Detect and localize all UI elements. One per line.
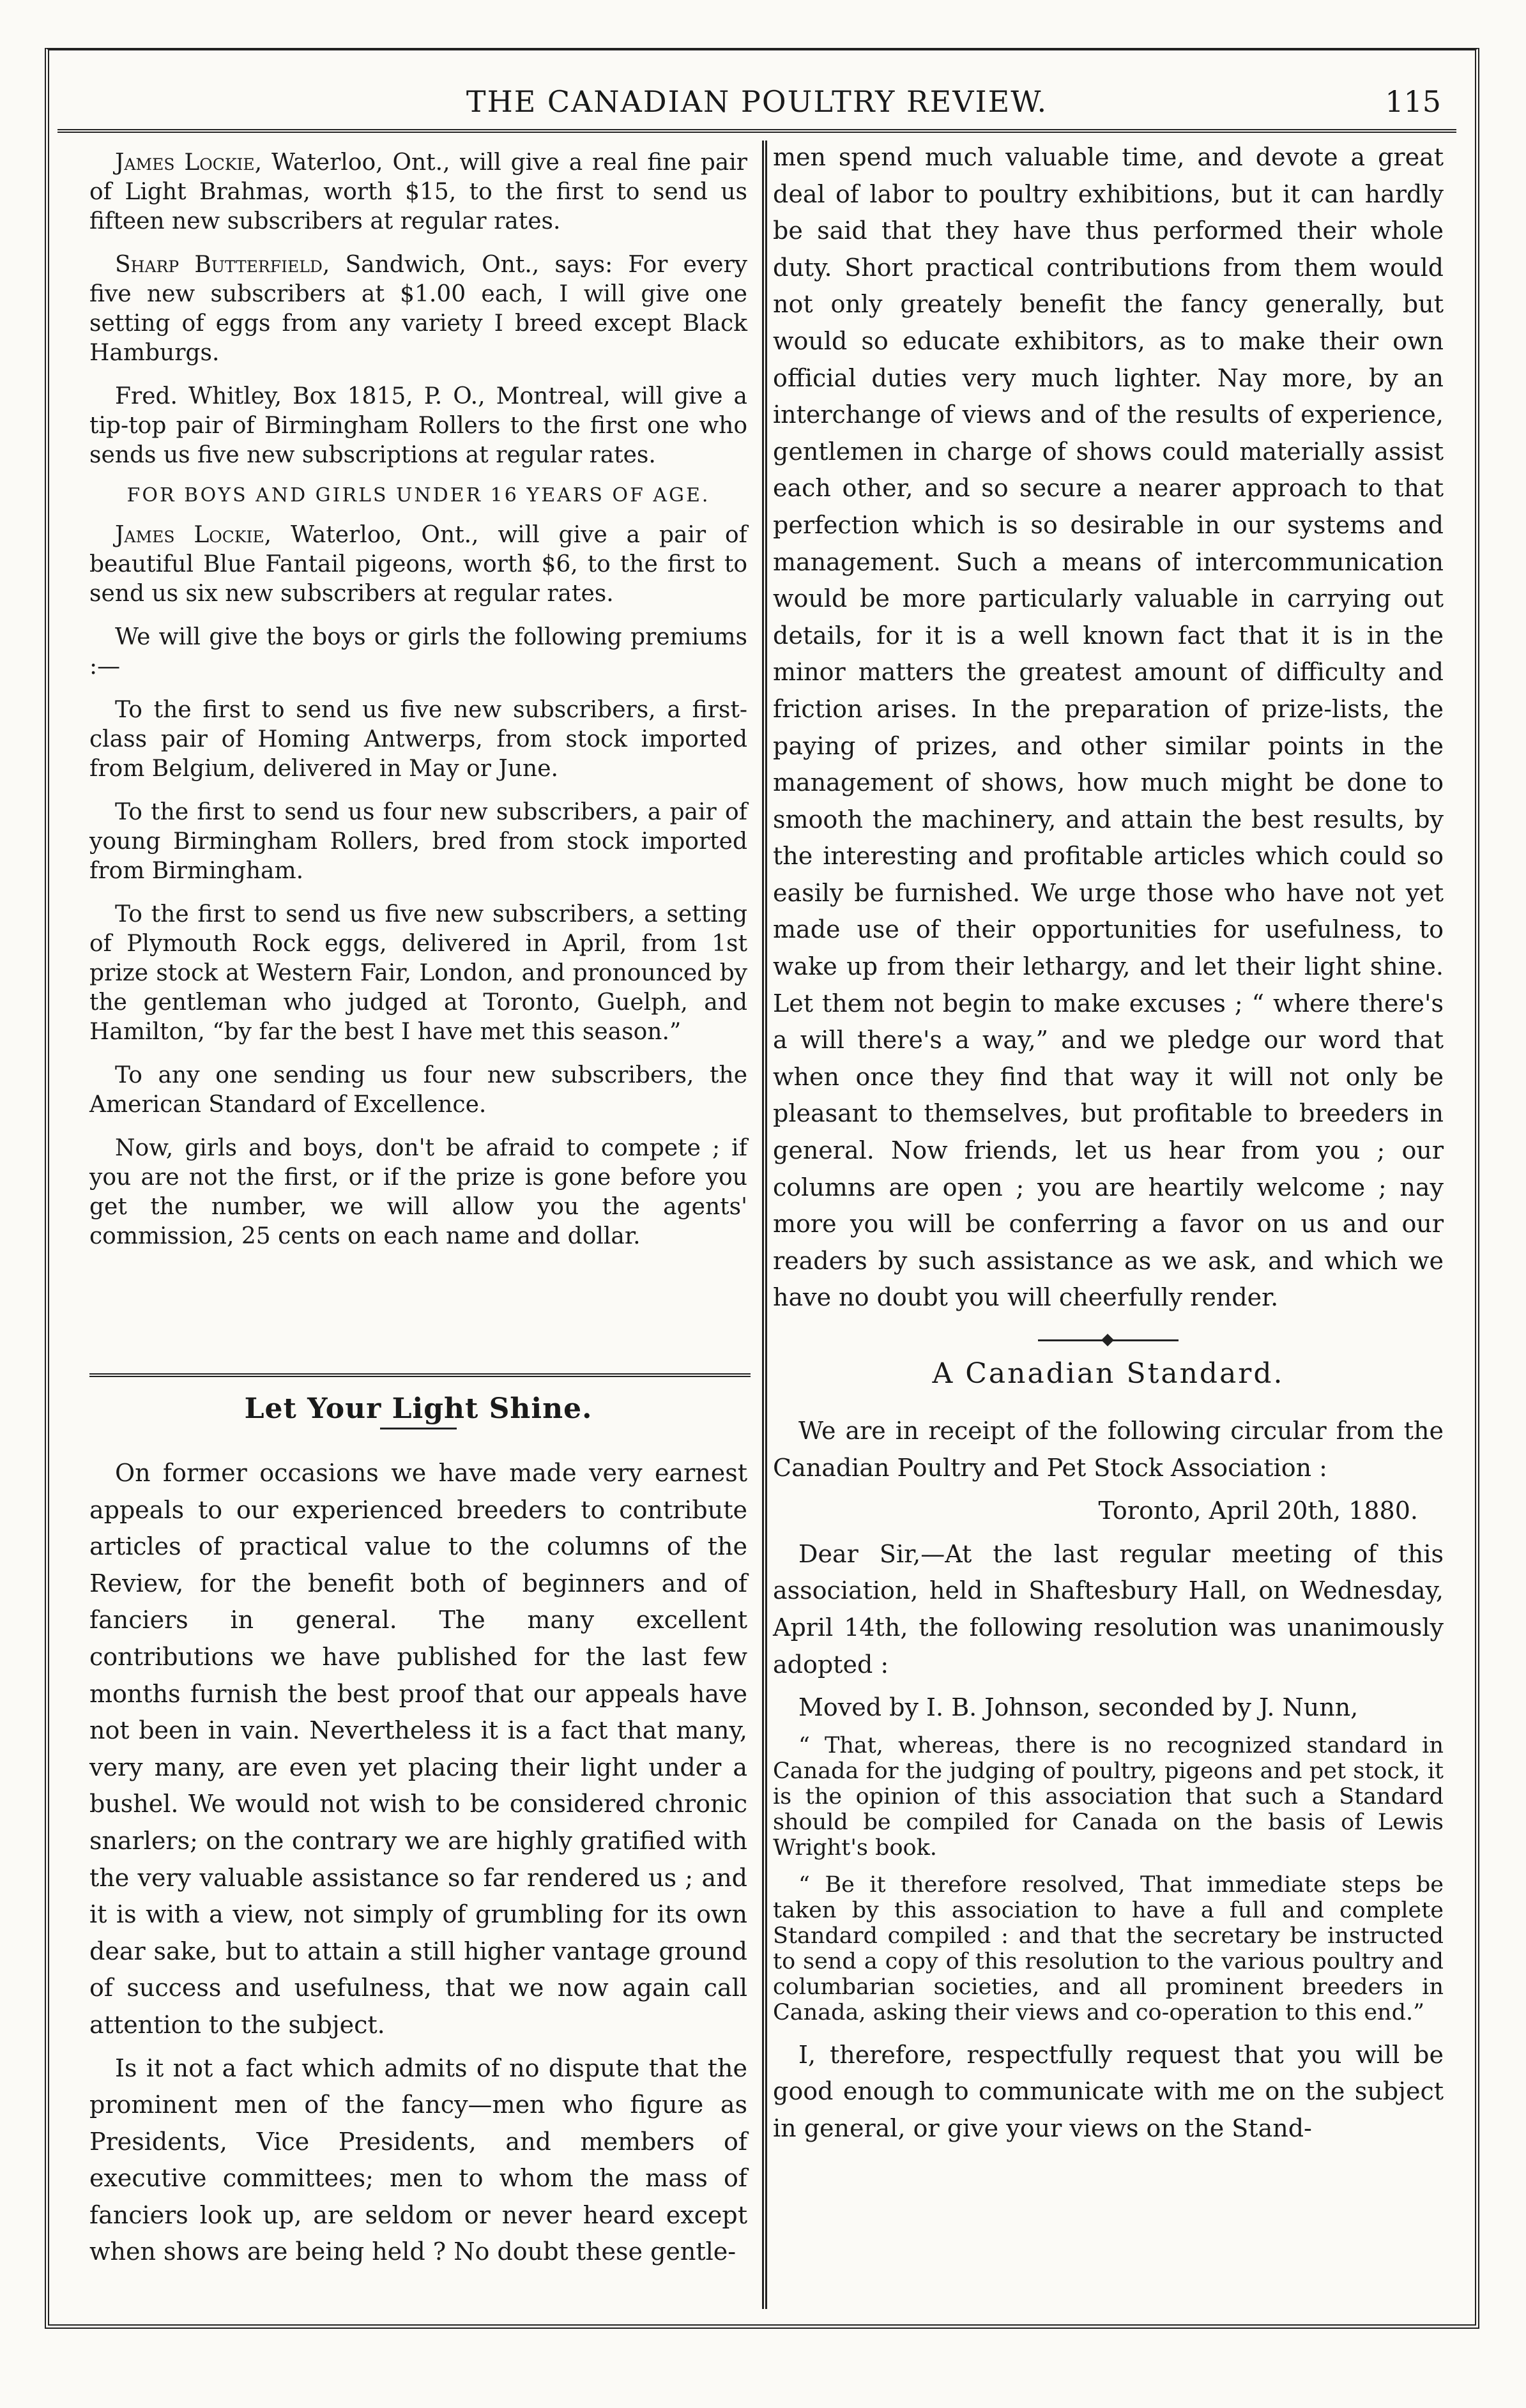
section-rule: [89, 1373, 751, 1377]
youth-subheading: FOR BOYS AND GIRLS UNDER 16 YEARS OF AGE.: [126, 484, 710, 507]
article-title: Let Your Light Shine.: [244, 1392, 593, 1425]
closing-paragraph: I, therefore, respectfully request that you will be good enough to communicate with me on the subject in general, or give your views on the Stand-: [773, 2040, 1444, 2142]
page-number: 115: [1385, 84, 1441, 119]
premium-paragraph: Fred. Whitley, Box 1815, P. O., Montreal, will give a tip-top pair of Birmingham Rollers to the first one who sends us five new subscriptions at regular rates.: [89, 383, 747, 468]
title-rule: [380, 1428, 457, 1429]
page-header: [57, 75, 1456, 133]
left-column: [89, 148, 747, 1265]
premium-paragraph: James Lockie, Waterloo, Ont., will give a real fine pair of Light Brahmas, worth $15, to the first to send us fifteen new subscribers at regular rates.: [89, 149, 747, 234]
article-intro: We are in receipt of the following circular from the Canadian Poultry and Pet Stock Association :: [773, 1417, 1444, 1482]
diamond-icon: [1101, 1334, 1114, 1346]
premium-paragraph: Now, girls and boys, don't be afraid to compete ; if you are not the first, or if the prize is gone before you get the number, we will allow you the agents' commission, 25 cents on each name and dollar.: [89, 1135, 747, 1249]
column-rule: [762, 141, 767, 2309]
article-continuation: men spend much valuable time, and devote a great deal of labor to poultry exhibitions, but it can hardly be said that they have thus performed their whole duty. Short practical contributions from them would not only greately benefit the fancy generally, but would so educate exhibitors, as to make their own official duties very much lighter. Nay more, by an interchange of views and of the results of experience, gentlemen in charge of shows could materially assist each other, and so secure a nearer approach to that perfection which is so desirable in our systems and management. Such a means of intercommunication would be more particularly valuable in carrying out details, for it is a well known fact that it is in the minor matters the greatest amount of difficulty and friction arises. In the preparation of prize-lists, the paying of prizes, and other similar points in the management of shows, how much might be done to smooth the machinery, and attain the best results, by the interesting and profitable articles which could so easily be furnished. We urge those who have not yet made use of their opportunities for usefulness, to wake up from their lethargy, and let their light shine. Let them not begin to make excuses ; “ where there's a will there's a way,” and we pledge our word that when once they find that way it will not only be pleasant to themselves, but profitable to breeders in general. Now friends, let us hear from you ; our columns are open ; you are heartily welcome ; nay more you will be conferring a favor on us and our readers by such assistance as we ask, and which we have no doubt you will cheerfully render.: [773, 143, 1444, 1312]
article-let-your-light-shine: [89, 1392, 747, 2277]
premium-paragraph: To any one sending us four new subscribers, the American Standard of Excellence.: [89, 1062, 747, 1118]
ornament-rule: [1038, 1336, 1179, 1345]
resolution-paragraph: “ That, whereas, there is no recognized standard in Canada for the judging of poultry, pigeons and pet stock, it is the opinion of this association that such a Standard should be compiled for Canada on the basis of Lewis Wright's book.: [773, 1732, 1444, 1861]
article-paragraph: Is it not a fact which admits of no dispute that the prominent men of the fancy—men who figure as Presidents, Vice Presidents, and members of executive committees; men to whom the mass of fanciers look up, are seldom or never heard except when shows are being held ? No doubt these gentle-: [89, 2054, 747, 2266]
resolution-paragraph: “ Be it therefore resolved, That immediate steps be taken by this association to have a full and complete Standard compiled : and that the secretary be instructed to send a copy of this resolution to the various poultry and columbarian societies, and all prominent breeders in Canada, asking their views and co-operation to this end.”: [773, 1871, 1444, 2025]
dateline: Toronto, April 20th, 1880.: [1098, 1497, 1418, 1525]
moved-line: Moved by I. B. Johnson, seconded by J. Nunn,: [798, 1693, 1359, 1722]
premium-paragraph: To the first to send us five new subscribers, a setting of Plymouth Rock eggs, delivered in April, from 1st prize stock at Western Fair, London, and pronounced by the gentleman who judged at Toronto, Guelph, and Hamilton, “by far the best I have met this season.”: [89, 901, 747, 1045]
article-title: A Canadian Standard.: [932, 1357, 1285, 1390]
right-column: [773, 139, 1444, 2154]
resolution-quote: [773, 1733, 1444, 2025]
article-paragraph: On former occasions we have made very earnest appeals to our experienced breeders to contribute articles of practical value to the columns of the Review, for the benefit both of beginners and of fanciers in general. The many excellent contributions we have published for the last few months furnish the best proof that our appeals have not been in vain. Nevertheless it is a fact that many, very many, are even yet placing their light under a bushel. We would not wish to be considered chronic snarlers; on the contrary we are highly gratified with the very valuable assistance so far rendered us ; and it is with a view, not simply of grumbling for its own dear sake, but to attain a still higher vantage ground of success and usefulness, that we now again call attention to the subject.: [89, 1459, 747, 2039]
premium-paragraph: James Lockie, Waterloo, Ont., will give a pair of beautiful Blue Fantail pigeons, worth $6, to the first to send us six new subscribers at regular rates.: [89, 522, 747, 607]
premium-paragraph: Sharp Butterfield, Sandwich, Ont., says: For every five new subscribers at $1.00 each, I will give one setting of eggs from any variety I breed except Black Hamburgs.: [89, 252, 747, 366]
premium-paragraph: To the first to send us five new subscribers, a first-class pair of Homing Antwerps, from stock imported from Belgium, delivered in May or June.: [89, 697, 747, 782]
letter-body: Dear Sir,—At the last regular meeting of this association, held in Shaftesbury Hall, on Wednesday, April 14th, the following resolution was unanimously adopted :: [773, 1539, 1444, 1679]
running-title: THE CANADIAN POULTRY REVIEW.: [466, 84, 1048, 119]
premium-paragraph: To the first to send us four new subscribers, a pair of young Birmingham Rollers, bred from stock imported from Birmingham.: [89, 799, 747, 884]
premium-paragraph: We will give the boys or girls the following premiums :—: [89, 624, 747, 680]
